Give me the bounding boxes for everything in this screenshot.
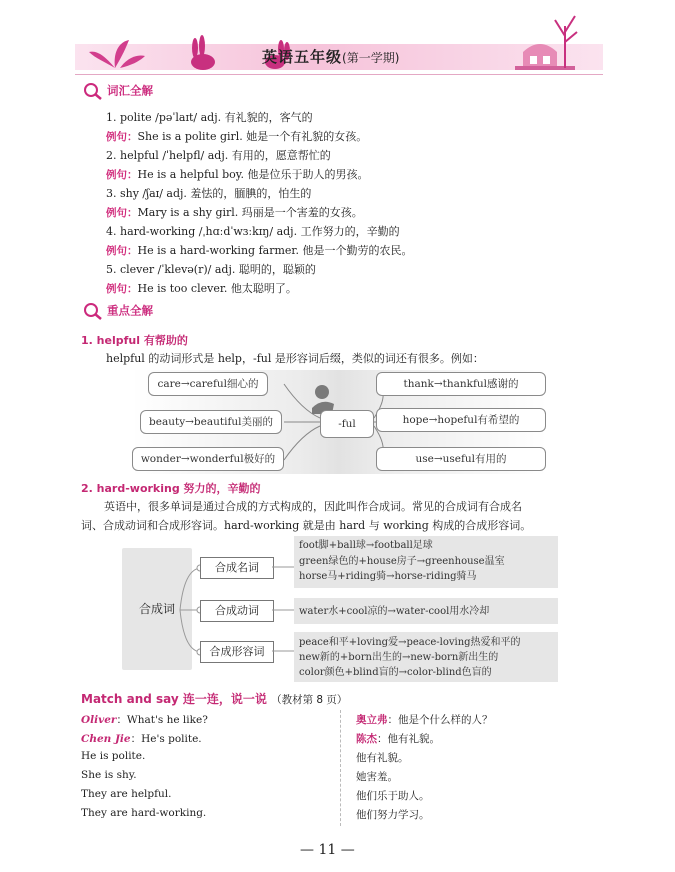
suffix-example: care→careful细心的 [148,372,268,396]
header-rule [75,74,603,75]
suffix-example: use→useful有用的 [376,447,546,471]
match-right-line: 他有礼貌。 [356,752,409,764]
compound-example: horse马+riding骑→horse-riding骑马 [299,571,477,582]
column-divider [340,710,341,826]
magnifier-icon [82,302,104,320]
compound-example: foot脚+ball球→football足球 [299,540,433,551]
point2-text: 词、合成动词和合成形容词。hard-working 就是由 hard 与 working 构成的合成形容词。 [81,519,532,532]
match-left-line: Chen Jie：He's polite. [81,733,202,745]
compound-branch-label: 合成名词 [200,557,274,579]
compound-example: water水+cool凉的→water-cool用水冷却 [299,606,490,617]
vocab-example: 例句：He is a helpful boy. 他是位乐于助人的男孩。 [106,168,369,181]
suffix-example: hope→hopeful有希望的 [376,408,546,432]
match-left-line: They are hard-working. [81,807,207,819]
section-keypoints-title: 重点全解 [82,302,153,320]
suffix-example: beauty→beautiful美丽的 [140,410,282,434]
point2-text: 英语中，很多单词是通过合成的方式构成的，因此叫作合成词。常见的合成词有合成名 [104,500,522,513]
compound-branch-lines [272,548,298,670]
match-title: Match and say 连一连，说一说 （教材第 8 页） [81,692,348,706]
match-right-line: 他们乐于助人。 [356,790,430,802]
magnifier-icon [82,82,104,100]
vocab-example: 例句：She is a polite girl. 她是一个有礼貌的女孩。 [106,130,368,143]
compound-example: color颜色+blind盲的→color-blind色盲的 [299,667,492,678]
compound-example: new新的+born出生的→new-born新出生的 [299,652,499,663]
plant-icon [89,40,145,68]
page-reference: （教材第 8 页） [271,694,348,706]
match-right-line: 他们努力学习。 [356,809,430,821]
match-right-line: 奥立弗：他是个什么样的人？ [356,714,493,726]
match-right-line: 她害羞。 [356,771,398,783]
suffix-example: thank→thankful感谢的 [376,372,546,396]
suffix-center: -ful [320,410,374,438]
suffix-example: wonder→wonderful极好的 [132,447,284,471]
vocab-example: 例句：Mary is a shy girl. 玛丽是一个害羞的女孩。 [106,206,363,219]
match-right-line: 陈杰：他有礼貌。 [356,733,440,745]
vocab-entry: 2. helpful /ˈhelpfl/ adj. 有用的，愿意帮忙的 [106,149,331,162]
vocab-entry: 3. shy /ʃaɪ/ adj. 羞怯的，腼腆的，怕生的 [106,187,312,200]
vocab-example: 例句：He is a hard-working farmer. 他是一个勤劳的农民。 [106,244,413,257]
match-left-line: He is polite. [81,750,146,762]
book-title: 英语五年级(第一学期) [262,48,400,66]
compound-example: peace和平+loving爱→peace-loving热爱和平的 [299,637,521,648]
vocab-entry: 5. clever /ˈklevə(r)/ adj. 聪明的，聪颖的 [106,263,316,276]
section-vocab-title: 词汇全解 [82,82,153,100]
match-left-line: She is shy. [81,769,137,781]
vocab-example: 例句：He is too clever. 他太聪明了。 [106,282,297,295]
book-subtitle: (第一学期) [342,51,400,65]
compound-example: green绿色的+house房子→greenhouse温室 [299,556,505,567]
vocab-entry: 1. polite /pəˈlaɪt/ adj. 有礼貌的，客气的 [106,111,313,124]
compound-root-label: 合成词 [138,602,175,616]
match-left-line: They are helpful. [81,788,172,800]
compound-branch-label: 合成动词 [200,600,274,622]
page-number: — 11 — [300,842,355,858]
tree-icon [555,16,577,68]
match-left-line: Oliver：What's he like? [81,714,208,726]
point1-text: helpful 的动词形式是 help，-ful 是形容词后缀，类似的词还有很多。例如： [106,352,484,365]
point2-heading: 2. hard-working 努力的，辛勤的 [81,482,261,495]
compound-branch-label: 合成形容词 [200,641,274,663]
vocab-entry: 4. hard-working /ˌhɑːdˈwɜːkɪŋ/ adj. 工作努力的，辛勤的 [106,225,400,238]
point1-heading: 1. helpful 有帮助的 [81,334,188,347]
